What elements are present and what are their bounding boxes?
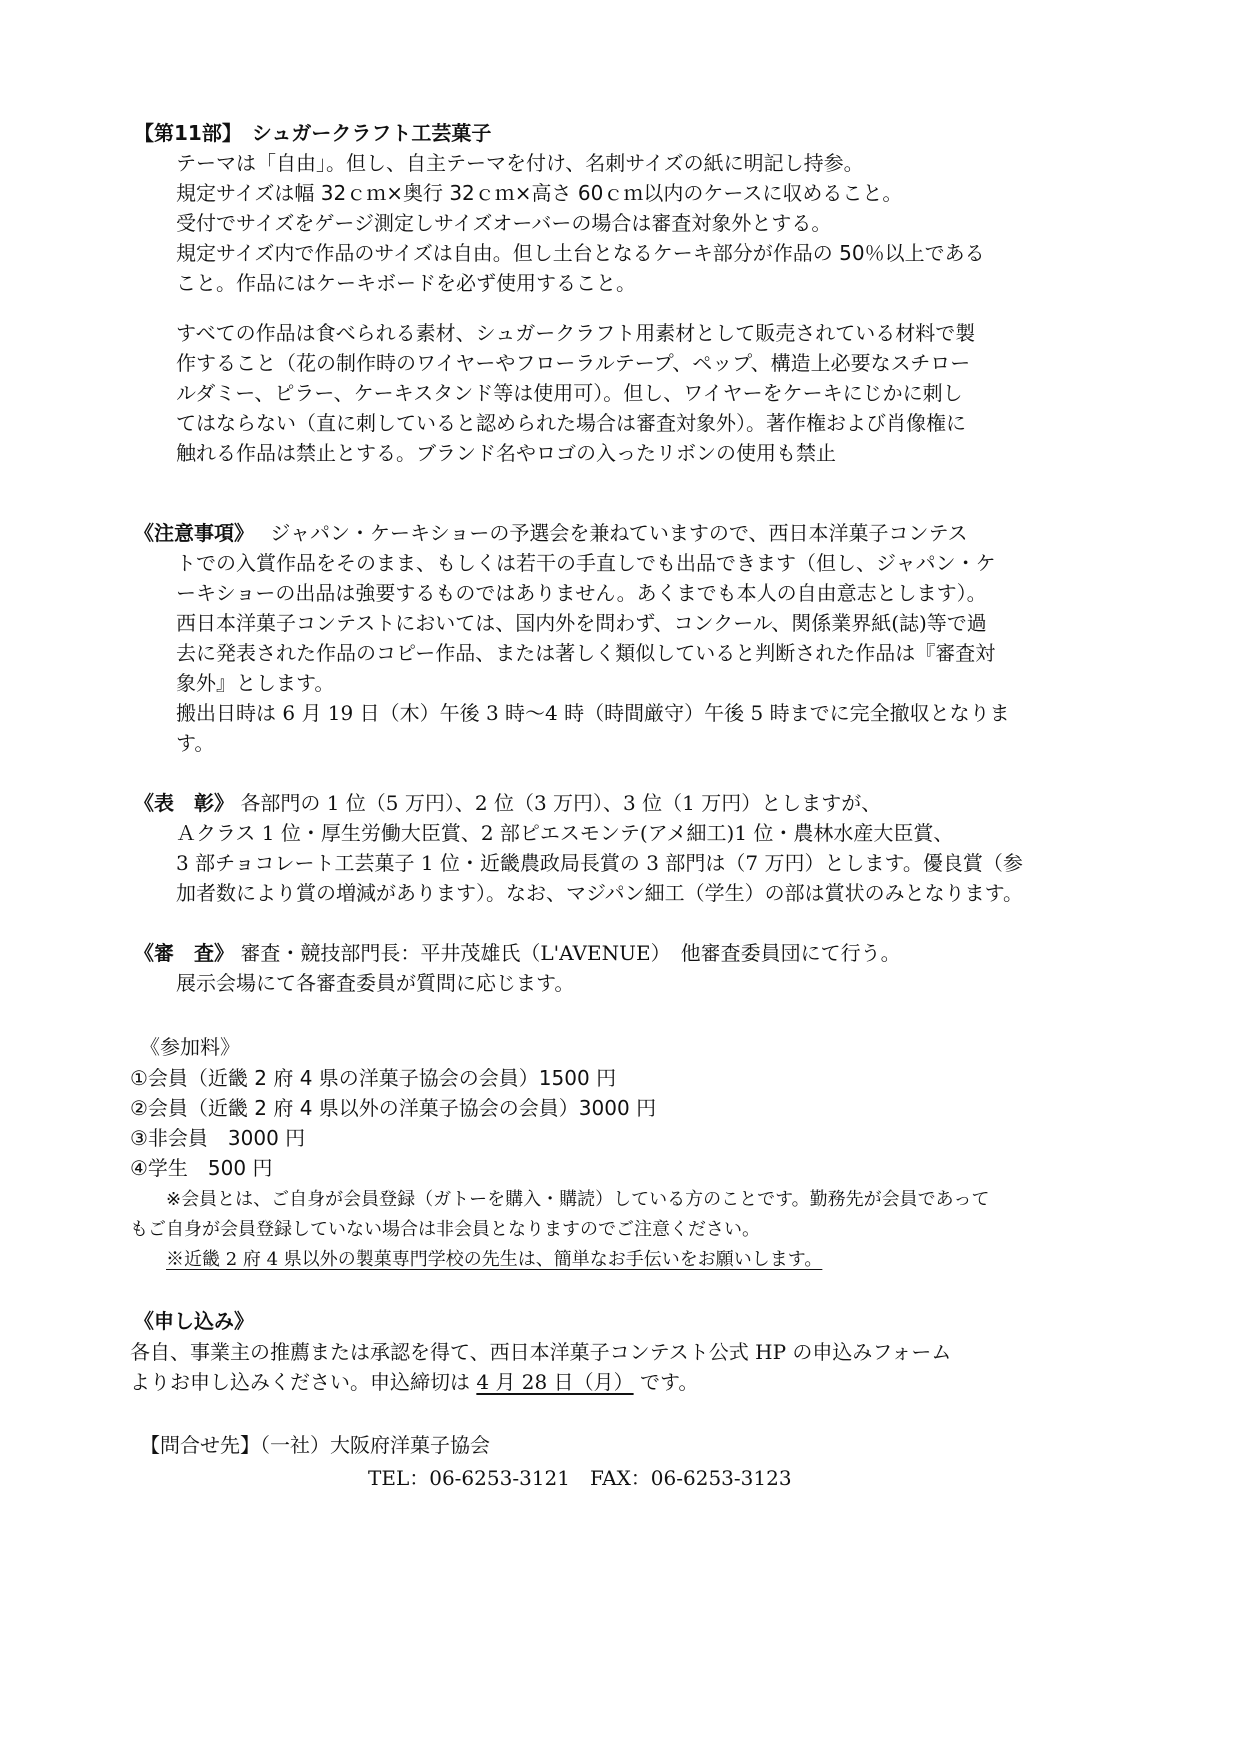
awards-heading: 《表 彰》: [134, 791, 234, 815]
awards-line-3: 3 部チョコレート工芸菓子 1 位・近畿農政局長賞の 3 部門は（7 万円）とします。優良賞（参: [176, 851, 1023, 875]
application-line-2: [130, 1367, 698, 1397]
section11-line-1: テーマは「自由」。但し、自主テーマを付け、名刺サイズの紙に明記し持参。: [176, 151, 864, 175]
notes-line-6: 象外』とします。: [176, 671, 335, 695]
notes-line-5: 去に発表された作品のコピー作品、または著しく類似していると判断された作品は『審査対: [176, 641, 996, 665]
notes-first-line-text: ジャパン・ケーキショーの予選会を兼ねていますので、西日本洋菓子コンテス: [270, 521, 968, 545]
awards-first-line: [134, 788, 881, 818]
judging-heading: 《審 査》: [134, 941, 234, 965]
section11-heading: 【第11部】 シュガークラフト工芸菓子: [134, 121, 492, 145]
fee-item-4: ④学生 500 円: [130, 1156, 273, 1180]
awards-line-4: 加者数により賞の増減があります）。なお、マジパン細工（学生）の部は賞状のみとなります。: [176, 881, 1023, 905]
section11-line-3: 受付でサイズをゲージ測定しサイズオーバーの場合は審査対象外とする。: [176, 211, 832, 235]
fees-heading: 《参加料》: [140, 1035, 240, 1059]
notes-line-8: す。: [176, 731, 215, 755]
contact-org: （一社）大阪府洋菓子協会: [260, 1433, 490, 1457]
materials-line-5: 触れる作品は禁止とする。ブランド名やロゴの入ったリボンの使用も禁止: [176, 441, 836, 465]
fees-note-line-3: ※近畿 2 府 4 県以外の製菓専門学校の先生は、簡単なお手伝いをお願いします。: [166, 1249, 823, 1270]
fee-item-2: ②会員（近畿 2 府 4 県以外の洋菓子協会の会員）3000 円: [130, 1096, 657, 1120]
fees-note-line-1: ※会員とは、ご自身が会員登録（ガトーを購入・購読）している方のことです。勤務先が会員であって: [166, 1189, 990, 1210]
fee-item-1: ①会員（近畿 2 府 4 県の洋菓子協会の会員）1500 円: [130, 1066, 617, 1090]
contact-line: [140, 1430, 490, 1460]
judging-first-line: [134, 938, 901, 968]
contact-label: 【問合せ先】: [140, 1433, 260, 1457]
section11-line-5: こと。作品にはケーキボードを必ず使用すること。: [176, 271, 636, 295]
judging-line-2: 展示会場にて各審査委員が質問に応じます。: [176, 971, 575, 995]
application-line-2-suffix: です。: [633, 1370, 699, 1394]
notes-line-3: ーキショーの出品は強要するものではありません。あくまでも本人の自由意志とします）。: [176, 581, 987, 605]
section11-line-2: 規定サイズは幅 32ｃｍ×奥行 32ｃｍ×高さ 60ｃｍ以内のケースに収めること。: [176, 181, 903, 205]
awards-line-2: Ａクラス 1 位・厚生労働大臣賞、2 部ピエスモンテ(アメ細工)1 位・農林水産大臣賞、: [176, 821, 954, 845]
notes-line-2: トでの入賞作品をそのまま、もしくは若干の手直しでも出品できます（但し、ジャパン・ケ: [176, 551, 996, 575]
fees-note-line-2: もご自身が会員登録していない場合は非会員となりますのでご注意ください。: [130, 1219, 760, 1240]
application-line-2-prefix: よりお申し込みください。申込締切は: [130, 1370, 477, 1394]
application-heading: 《申し込み》: [134, 1309, 254, 1333]
notes-line-4: 西日本洋菓子コンテストにおいては、国内外を問わず、コンクール、関係業界紙(誌)等で過: [176, 611, 987, 635]
materials-line-1: すべての作品は食べられる素材、シュガークラフト用素材として販売されている材料で製: [176, 321, 976, 345]
fee-item-3: ③非会員 3000 円: [130, 1126, 306, 1150]
judging-first-line-text: 審査・競技部門長：平井茂雄氏（L'AVENUE） 他審査委員団にて行う。: [240, 941, 901, 965]
contact-tel-fax: TEL：06-6253-3121 FAX：06-6253-3123: [368, 1466, 792, 1490]
notes-first-line: [134, 518, 968, 548]
awards-first-line-text: 各部門の 1 位（5 万円）、2 位（3 万円）、3 位（1 万円）としますが、: [240, 791, 882, 815]
notes-heading: 《注意事項》: [134, 521, 244, 545]
notes-line-7: 搬出日時は 6 月 19 日（木）午後 3 時～4 時（時間厳守）午後 5 時までに完全撤収となりま: [176, 701, 1010, 725]
application-line-1: 各自、事業主の推薦または承認を得て、西日本洋菓子コンテスト公式 HP の申込みフォーム: [130, 1340, 952, 1364]
section11-line-4: 規定サイズ内で作品のサイズは自由。但し土台となるケーキ部分が作品の 50％以上である: [176, 241, 985, 265]
materials-line-4: てはならない（直に刺していると認められた場合は審査対象外）。著作権および肖像権に: [176, 411, 966, 435]
materials-line-2: 作すること（花の制作時のワイヤーやフローラルテープ、ペップ、構造上必要なスチロー: [176, 351, 971, 375]
application-deadline: 4 月 28 日（月）: [476, 1370, 634, 1394]
materials-line-3: ルダミー、ピラー、ケーキスタンド等は使用可）。但し、ワイヤーをケーキにじかに刺し: [176, 381, 963, 405]
